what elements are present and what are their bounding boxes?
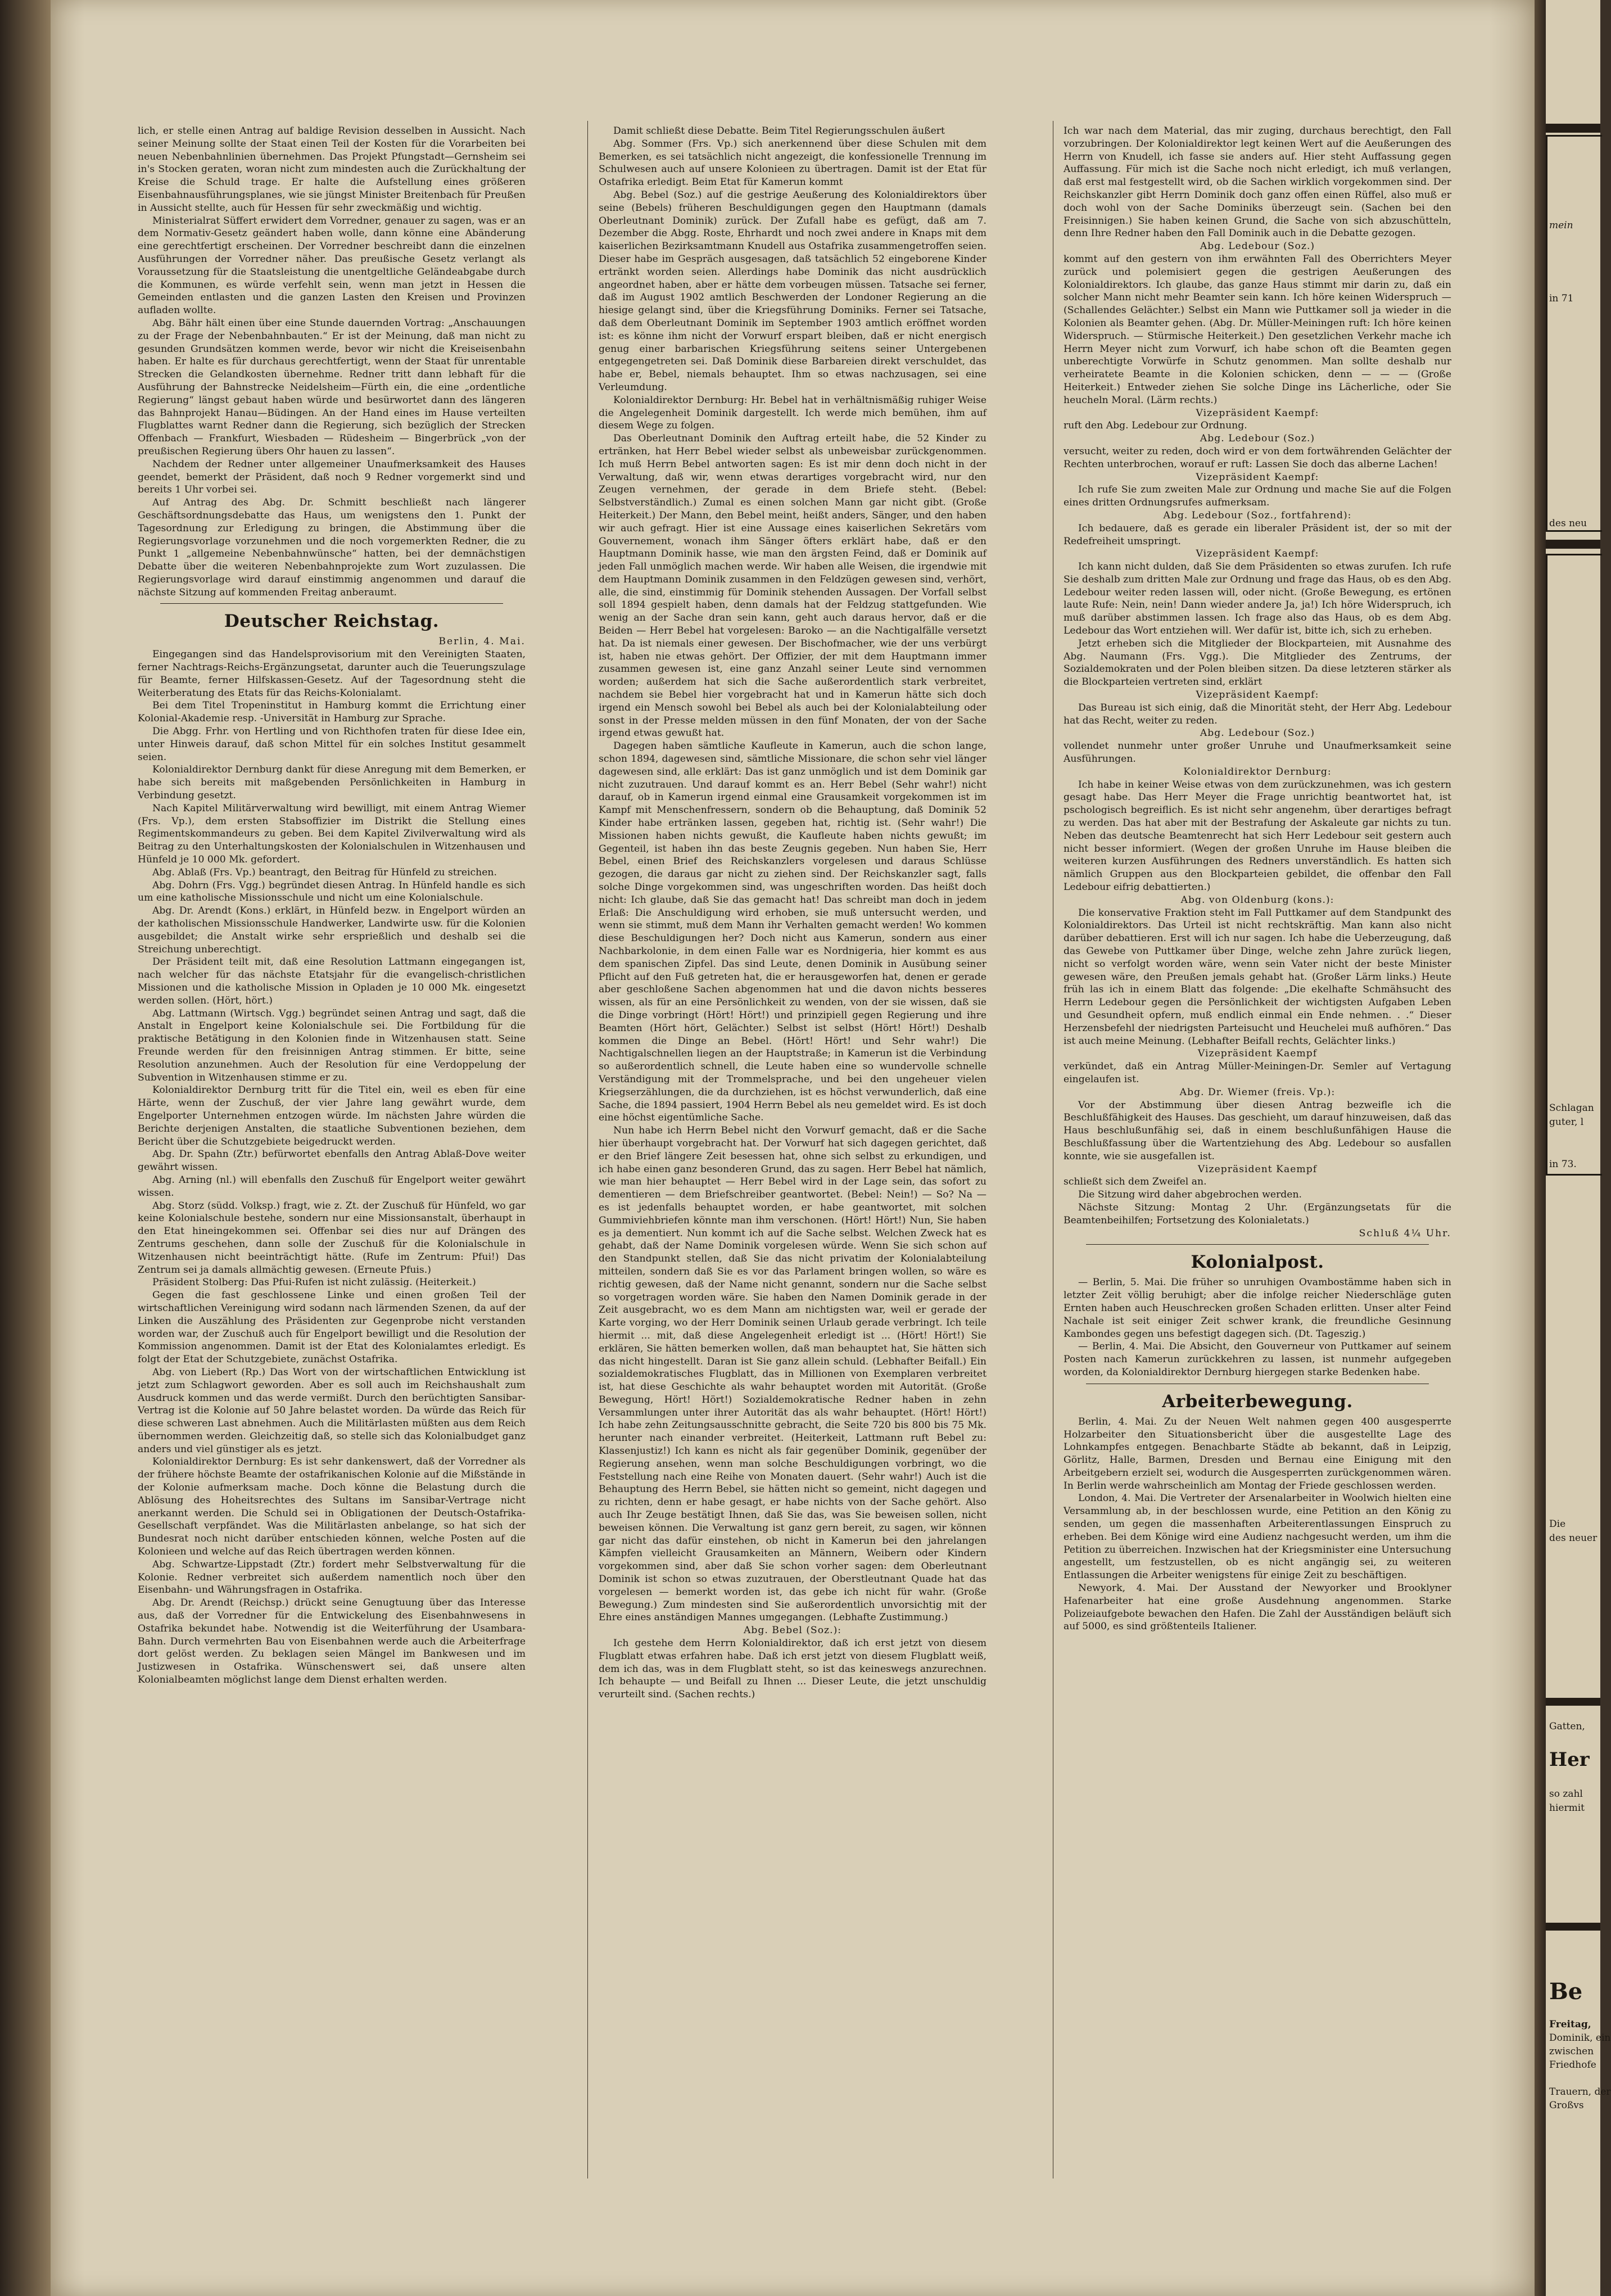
section-divider (160, 603, 503, 604)
facing-page-text: Gatten, (1549, 1721, 1585, 1732)
notice-box (1546, 135, 1602, 532)
col3-paragraph: Ich habe in keiner Weise etwas von dem zurückzunehmen, was ich gestern gesagt habe. Das Herr Meyer die Frage unrichtig beantwortet hat, ist pschologisch begreiflich. Es ist nicht sehr angenehm, über derartiges befragt zu werden. Das hat aber mit der Bestrafung der Askaleute gar nichts zu tun. Neben das deutsche Beamtenrecht hat sich Herr Ledebour seit gestern auch nicht besser informiert. (Wegen der großen Unruhe im Hause bleiben die weiteren kurzen Ausführungen des Redners unverständlich. Es hatten sich nämlich Gruppen aus den Blockparteien gebildet, die offenbar den Fall Ledebour eifrig debattierten.) (1064, 779, 1451, 893)
facing-page-text: Be (1549, 1978, 1583, 2005)
col2-paragraph: Nun habe ich Herrn Bebel nicht den Vorwurf gemacht, daß er die Sache hier überhaupt vorgebracht hat. Der Vorwurf hat sich dagegen gerichtet, daß er den Brief längere Zeit besessen hat, ohne sich selbst zu erkundigen, und ich habe einen ganz besonderen Grund, das zu sagen. Herr Bebel hat nämlich, wie man hier behauptet — Herr Bebel wird in der Lage sein, das sofort zu dementieren — dem Briefschreiber geantwortet. (Bebel: Nein!) — So? Na — es ist jedenfalls behauptet worden, er habe geantwortet, mit solchen Gummiviehbriefen könnte man ihm verschonen. (Hört! Hört!) Nun, Sie haben es ja dementiert. Nun kommt ich auf die Sache selbst. Welchen Zweck hat es gehabt, daß der Name Dominik vorgelesen würde. Wenn Sie sich schon auf den Standpunkt stellen, daß Sie das nicht privatim der Kolonialabteilung mitteilen, sondern daß Sie es vor das Parlament bringen wollen, so wäre es richtig gewesen, daß der Name nicht genannt, sondern nur die Sache selbst so vorgetragen worden wäre. Sie haben den Namen Dominik gerade in der Zeit ausgebracht, wo es dem Mann am nichtigsten war, weil er gerade der Karte vorging, wo der Herr Dominik seinen Urlaub gerade verbringt. Ich teile hiermit ... mit, daß diese Angelegenheit erledigt ist ... (Hört! Hört!) Sie erklären, Sie hätten bemerken wollen, daß man behauptet hat, Sie hätten sich das nicht hingestellt. Daran ist Sie ganz allein schuld. (Lebhafter Beifall.) Ein sozialdemokratisches Flugblatt, das in Millionen von Exemplaren verbreitet ist, hat diese Geschichte als wahr behauptet worden mit Autorität. (Große Bewegung, Hört! Hört!) Sozialdemokratische Redner haben in zehn Versammlungen unter ihrer Autorität das als wahr behauptet. (Hört! Hört!) Ich habe zehn Zeitungsausschnitte gebracht, die Seite 720 bis 800 bis 75 Mk. herunter nach einander verbreitet. (Heiterkeit, Lattmann ruft Bebel zu: Klassenjustiz!) Ich kann es nicht als fair gegenüber Dominik, gegenüber der Regierung ansehen, wenn man solche Beschuldigungen vorbringt, wo die Feststellung nach eine Reihe von Monaten dauert. (Sehr wahr!) Auch ist die Behauptung des Herrn Bebel, sie hätten nicht so gemeint, nicht dagegen und zu richten, denn er habe gesagt, er habe nichts von der Sache gehört. Also auch Ihr Zeuge bestätigt Ihnen, daß Sie das, was Sie beweisen sollen, nicht beweisen können. Die Verwaltung ist ganz gern bereit, zu sagen, wir können gar nicht das dafür einstehen, ob nicht in Kamerun bei den jahrelangen Kämpfen vielleicht Grausamkeiten an Männern, Weibern oder Kindern vorgekommen sind, aber daß Sie schon vorher sagen: dem Oberleutnant Dominik ist schon so etwas zuzutrauen, der Oberstleutnant Quade hat das vorgelesen — bemerkt worden ist, das gebe ich nicht für wahr. (Große Bewegung.) Zum mindesten sind Sie außerordentlich unvorsichtig mit der Ehre eines anständigen Mannes umgegangen. (Lebhafte Zustimmung.) (599, 1125, 986, 1624)
col1-paragraph: Abg. Schwartze-Lippstadt (Ztr.) fordert mehr Selbstverwaltung für die Kolonie. Redner verbreitet sich außerdem namentlich noch über den Eisenbahn- und Währungsfragen in Ostafrika. (138, 1558, 526, 1596)
col1-paragraph: Kolonialdirektor Dernburg dankt für diese Anregung mit dem Bemerken, er habe sich bereits mit maßgebenden Persönlichkeiten in Hamburg in Verbindung gesetzt. (138, 764, 526, 802)
col1-paragraph: lich, er stelle einen Antrag auf baldige Revision desselben in Aussicht. Nach seiner Meinung sollte der Staat einen Teil der Kosten für die Vorarbeiten bei neuen Nebenbahnlinien übernehmen. Das Projekt Pfungstadt—Gernsheim sei in's Stocken geraten, woran nicht zum mindesten auch die Zurückhaltung der Kreise die Schuld trage. Er halte die Aufstellung eines größeren Eisenbahnausführungsplanes, wie sie jüngst Minister Breitenbach für Preußen in Aussicht stellte, auch für Hessen für sehr zweckmäßig und wichtig. (138, 125, 526, 214)
col3-paragraph: schließt sich dem Zweifel an. (1064, 1176, 1207, 1188)
section-heading-reichstag: Deutscher Reichstag. (224, 611, 440, 632)
col3-paragraph: Vor der Abstimmung über diesen Antrag bezweifle ich die Beschlußfähigkeit des Hauses. Das geschieht, um darauf hinzuweisen, daß das Haus beschlußunfähig sei, daß in einem beschlußunfähigen Hause die Beschlußfassung über die Wartentziehung des Abg. Ledebour so ausfallen konnte, wie sie ausgefallen ist. (1064, 1099, 1451, 1162)
col3-paragraph: London, 4. Mai. Die Vertreter der Arsenalarbeiter in Woolwich hielten eine Versammlung ab, in der beschlossen wurde, eine Petition an den König zu senden, um gegen die massenhaften Arbeiterentlassungen Einspruch zu erheben. Bei dem Könige wird eine Audienz nachgesucht werden, um ihm die Petition zu überreichen. Inzwischen hat der Kriegsminister eine Untersuchung angestellt, um festzustellen, ob es nicht angängig sei, zu weiteren Entlassungen die Arbeiter wenigstens für einige Zeit zu beschäftigen. (1064, 1493, 1451, 1581)
col3-paragraph: Ich war nach dem Material, das mir zuging, durchaus berechtigt, den Fall vorzubringen. Der Kolonialdirektor legt keinen Wert auf die Aeußerungen des Herrn von Knudell, ich fasse sie anders auf. Hier steht Auffassung gegen Auffassung. Für mich ist die Sache noch nicht erledigt, ich muß verlangen, daß erst mal festgestellt wird, ob die Sachen wirklich vorgekommen sind. Der Reichskanzler gibt Herrn Dominik doch ganz offen einen Rüffel, also muß er doch wohl von der Sache Dominiks überzeugt sein. (Sachen bei den Freisinnigen.) Sie haben keinen Grund, die Sache von sich abzuschütteln, denn Ihre Redner haben den Fall Dominik auch in die Debatte gezogen. (1064, 125, 1451, 239)
col3-paragraph: Die konservative Fraktion steht im Fall Puttkamer auf dem Standpunkt des Kolonialdirektors. Das Urteil ist nicht rechtskräftig. Man kann also nicht darüber debattieren. Erst will ich nur sagen. Ich habe die Ueberzeugung, daß das Gewebe von Puttkamer über Dinge, welche zehn Jahre zurück liegen, nicht so verfolgt worden wäre, wenn sein Vater nicht der beste Minister gewesen wäre, den Preußen jemals gehabt hat. (Großer Lärm links.) Heute früh las ich in einem Blatt das folgende: „Die ekelhafte Schmähsucht des Herrn Ledebour gegen die Persönlichkeit der wichtigsten Aufgaben Leben und Gesundheit opfern, muß endlich einmal ein Ende nehmen. . .“ Dieser Herzensbefehl der niedrigsten Parteisucht und Heuchelei muß aufhören.“ Das ist auch meine Meinung. (Lebhafter Beifall rechts, Gelächter links.) (1064, 907, 1451, 1047)
facing-page-text: Die (1549, 1518, 1566, 1530)
col3-paragraph: Nächste Sitzung: Montag 2 Uhr. (Ergänzungsetats für die Beamtenbeihilfen; Fortsetzung des Kolonialetats.) (1064, 1201, 1451, 1226)
facing-page-text: hiermit (1549, 1802, 1585, 1814)
facing-page-text: des neuer (1549, 1533, 1598, 1544)
speaker-line: Vizepräsident Kaempf: (1196, 471, 1319, 483)
speaker-line: Abg. Ledebour (Soz., fortfahrend): (1163, 509, 1352, 521)
facing-page-text: in 71 (1549, 293, 1574, 304)
col1-paragraph: Ministerialrat Süffert erwidert dem Vorredner, genauer zu sagen, was er an dem Normativ-Gesetz geändert haben wolle, dann könne eine Abänderung eine gerechtfertigt erscheinen. Der Vorredner beschreibt dann die einzelnen Ausführungen der Vorredner näher. Das preußische Gesetz verlangt als Voraussetzung für die Staatsleistung die unentgeltliche Geländeabgabe durch die Kommunen, es würde verfehlt sein, wenn man jetzt in Hessen die Gemeinden entlasten und die ganzen Lasten den Kreisen und Provinzen aufladen wollte. (138, 215, 526, 317)
notice-border (1546, 540, 1600, 549)
col1-paragraph: Die Abgg. Frhr. von Hertling und von Richthofen traten für diese Idee ein, unter Hinweis darauf, daß schon Mittel für ein solches Institut gesammelt seien. (138, 726, 526, 763)
speaker-line: Abg. Dr. Wiemer (freis. Vp.): (1179, 1086, 1336, 1098)
col2-paragraph: Kolonialdirektor Dernburg: Hr. Bebel hat in verhältnismäßig ruhiger Weise die Angelegenheit Dominik dargestellt. Ich werde mich bemühen, ihm auf diesem Wege zu folgen. (599, 394, 986, 432)
col1-paragraph: Abg. Bähr hält einen über eine Stunde dauernden Vortrag: „Anschauungen zu der Frage der Nebenbahnbauten.“ Er ist der Meinung, daß man nicht zu gesunden Grundsätzen kommen werde, bevor wir nicht die Kreiseisenbahn haben. Er halte es für durchaus gerechtfertigt, wenn der Staat für unrentable Strecken die Gelandkosten übernehme. Redner tritt dann lebhaft für die Ausführung der Bahnstrecke Neidelsheim—Fürth ein, die eine „ordentliche Regierung“ längst gebaut haben würde und besürwortet dann des längeren das Bahnprojekt Hanau—Büdingen. An der Hand eines im Hause verteilten Flugblattes warnt Redner dann die Regierung, sich bezüglich der Strecken Offenbach — Frankfurt, Wiesbaden — Rüdesheim — Bingerbrück „von der preußischen Regierung übers Ohr hauen zu lassen“. (138, 317, 526, 457)
col1-paragraph: Kolonialdirektor Dernburg tritt für die Titel ein, weil es eben für eine Härte, wenn der Zuschuß, der vier Jahre lang gewährt wurde, dem Engelporter Unternehmen entzogen würde. Im nächsten Jahre würden die Berichte derjenigen Anstalten, die staatliche Subventionen beziehen, dem Bericht über die Schutzgebiete beigedruckt werden. (138, 1084, 526, 1147)
speaker-line: Abg. Bebel (Soz.): (743, 1625, 842, 1637)
col3-paragraph: Jetzt erheben sich die Mitglieder der Blockparteien, mit Ausnahme des Abg. Naumann (Frs. Vgg.). Die Mitglieder des Zentrums, der Sozialdemokraten und der Polen bleiben sitzen. Da diese letzteren stärker als die Blockparteien vertreten sind, erklärt (1064, 638, 1451, 688)
section-divider (1086, 1244, 1429, 1245)
facing-page-text: in 73. (1549, 1159, 1577, 1170)
col1-paragraph: Abg. Dohrn (Frs. Vgg.) begründet diesen Antrag. In Hünfeld handle es sich um eine katholische Missionsschule und nicht um eine Kolonialschule. (138, 879, 526, 904)
speaker-line: Vizepräsident Kaempf: (1196, 689, 1319, 701)
facing-page-text: mein (1549, 220, 1573, 231)
col1-paragraph: Nach Kapitel Militärverwaltung wird bewilligt, mit einem Antrag Wiemer (Frs. Vp.), dem ersten Stabsoffizier im Distrikt die Stellung eines Regimentskommandeurs zu geben. Bei dem Kapitel Zivilverwaltung wird als Beitrag zu den Unterhaltungskosten der Kolonialschulen in Witzenhausen und Hünfeld je 10 000 Mk. gefordert. (138, 802, 526, 866)
speaker-line: Vizepräsident Kaempf (1197, 1163, 1318, 1175)
col3-paragraph: — Berlin, 5. Mai. Die früher so unruhigen Ovambostämme haben sich in letzter Zeit völlig beruhigt; aber die infolge reicher Niederschläge guten Ernten haben auch Heuschrecken großen Schaden erlitten. Unser alter Feind Nachale ist seit einiger Zeit schwer krank, die freundliche Gesinnung Kambondes gegen uns befestigt dagegen sich. (Dt. Tageszig.) (1064, 1277, 1451, 1340)
col1-paragraph: Abg. Ablaß (Frs. Vp.) beantragt, den Beitrag für Hünfeld zu streichen. (152, 866, 497, 878)
col3-paragraph: Berlin, 4. Mai. Zu der Neuen Welt nahmen gegen 400 ausgesperrte Holzarbeiter den Situationsbericht über die ausgestellte Lage des Lohnkampfes entgegen. Benachbarte Städte ab bekannt, daß in Leipzig, Görlitz, Halle, Barmen, Dresden und Bernau eine Einigung mit den Arbeitgebern erzielt sei, wodurch die Ausgesperrten zurückgenommen wären. In Berlin werde wahrscheinlich am Montag der Friede geschlossen werden. (1064, 1416, 1451, 1492)
speaker-line: Abg. Ledebour (Soz.) (1200, 433, 1315, 445)
facing-page-text: so zahl (1549, 1788, 1583, 1800)
col2-paragraph: Abg. Sommer (Frs. Vp.) sich anerkennend über diese Schulen mit dem Bemerken, es sei tatsächlich nicht angezeigt, die konfessionelle Trennung im Schulwesen auch auf unsere Kolonieen zu übertragen. Damit ist der Etat für Ostafrika erledigt. Beim Etat für Kamerun kommt (599, 138, 986, 188)
col3-paragraph: Die Sitzung wird daher abgebrochen werden. (1078, 1189, 1302, 1201)
facing-page-text: Dominik, ein (1549, 2032, 1611, 2044)
col3-paragraph: Das Bureau ist sich einig, daß die Minorität steht, der Herr Abg. Ledebour hat das Recht, weiter zu reden. (1064, 702, 1451, 726)
col1-paragraph: Abg. Lattmann (Wirtsch. Vgg.) begründet seinen Antrag und sagt, daß die Anstalt in Engelport keine Kolonialschule sei. Die Fortbildung für die praktische Betätigung in den Kolonien finde in Witzenhausen statt. Seine Freunde werden für den freisinnigen Antrag stimmen. Er bitte, seine Resolution anzunehmen. Auch der Resolution für eine Verdoppelung der Subvention in Witzenhausen stimme er zu. (138, 1007, 526, 1083)
col3-paragraph: Ich kann nicht dulden, daß Sie dem Präsidenten so etwas zurufen. Ich rufe Sie deshalb zum dritten Male zur Ordnung und frage das Haus, ob es den Abg. Ledebour weiter reden lassen will, oder nicht. (Große Bewegung, es ertönen laute Rufe: Nein, nein! Dann wieder andere Ja, ja!) Ich höre Widerspruch, ich muß darüber abstimmen lassen. Ich frage also das Haus, ob es dem Abg. Ledebour das Wort entziehen will. Wer dafür ist, bitte ich, sich zu erheben. (1064, 561, 1451, 637)
col2-paragraph: Dagegen haben sämtliche Kaufleute in Kamerun, auch die schon lange, schon 1894, dagewesen sind, sämtliche Missionare, die schon sehr viel länger dagewesen sind, alle erklärt: Das ist ganz unmöglich und ist dem Dominik gar nicht zuzutrauen. Und darauf kommt es an. Herr Bebel (Sehr wahr!) nicht darauf, ob in Kamerun irgend einmal eine Grausamkeit vorgekommen ist im Kampf mit Menschenfressern, sondern ob die Behauptung, daß Dominik 52 Kinder habe ertränken lassen, gegeben hat, richtig ist. (Sehr wahr!) Die Missionen haben nichts gewußt, die Kaufleute haben nichts gewußt; im Gegenteil, ist haben ihn das beste Zeugnis gegeben. Nun haben Sie, Herr Bebel, einen Brief des Reichskanzlers vorgelesen und daraus Schlüsse gezogen, die daraus gar nicht zu ziehen sind. Der Reichskanzler sagt, falls solche Dinge vorgekommen sind, was ungeschriften worden. Das heißt doch nicht: Ich glaube, daß Sie das gemacht hat! Das schreibt man doch in jedem Erlaß: Die Anschuldigung wird erhoben, sie muß untersucht werden, und wenn sie stimmt, muß dem Mann ihr Verhalten gemacht werden! Wo kommen diese Beschuldigungen her? Doch nicht aus Kamerun, sondern aus einer Nachbarkolonie, in dem einen Falle war es Nordnigeria, hier kommt es aus dem spanischen Zipfel. Das sind Leute, denen Dominik in Ausübung seiner Pflicht auf den Fuß getreten hat, die er herausgeworfen hat, denen er gerade aber geschloßene Sachen abgenommen hat und die davon nichts besseres wissen, als für an eine Persönlichkeit zu wenden, von der sie wissen, daß sie die Dinge vorbringt (Hört! Hört!) und prinzipiell gegen Regierung und ihre Beamten (Hört hört, Gelächter.) Selbst ist selbst (Hört! Hört!) Deshalb kommen die Dinge an Bebel. (Hört! Hört! und Sehr wahr!) Die Nachtigalschnellen liegen an der Hauptstraße; in Kamerun ist die Verbindung so außerordentlich schnell, die Leute haben eine so wundervolle schnelle Verständigung mit der Trommelsprache, und bei den ungeheuer vielen Kriegserzählungen, die da durchziehen, ist es höchst verwunderlich, daß eine Sache, die 1894 passiert, 1904 Herrn Bebel als neu gemeldet wird. Es ist doch eine höchst eigentümliche Sache. (599, 740, 986, 1124)
facing-page-text: Freitag, (1549, 2019, 1591, 2030)
facing-page-text: Großvs (1549, 2100, 1584, 2111)
facing-page-text: zwischen (1549, 2046, 1594, 2057)
col1-paragraph: Nachdem der Redner unter allgemeiner Unaufmerksamkeit des Hauses geendet, bemerkt der Präsident, daß noch 9 Redner vorgemerkt sind und bereits 1 Uhr vorbei sei. (138, 458, 526, 496)
col1-paragraph: Abg. Dr. Arendt (Kons.) erklärt, in Hünfeld bezw. in Engelport würden an der katholischen Missionsschule Handwerker, Landwirte usw. für die Kolonien ausgebildet; die Anstalt wirke sehr ersprießlich und deshalb sei die Streichung unberechtigt. (138, 905, 526, 955)
col1-paragraph: Eingegangen sind das Handelsprovisorium mit den Vereinigten Staaten, ferner Nachtrags-Reichs-Ergänzungsetat, darunter auch die Teuerungszulage für Beamte, ferner Hilfskassen-Gesetz. Auf der Tagesordnung steht die Weiterberatung des Etats für das Reichs-Kolonialamt. (138, 649, 526, 699)
notice-box (1546, 554, 1602, 1176)
dateline: Berlin, 4. Mai. (438, 636, 526, 648)
column-2 (599, 125, 986, 1701)
speaker-line: Vizepräsident Kaempf: (1196, 548, 1319, 560)
col1-paragraph: Abg. Dr. Arendt (Reichsp.) drückt seine Genugtuung über das Interesse aus, daß der Vorredner für die Entwickelung des Eisenbahnwesens in Ostafrika bekundet habe. Notwendig ist die Weiterführung der Usambara-Bahn. Durch vermehrten Bau von Eisenbahnen werde auch die Arbeiterfrage dort gelöst werden. Zu beklagen seien Mängel im Bankwesen und im Justizwesen in Ostafrika. Wünschenswert sei, daß unsere alten Kolonialbeamten möglichst lange dem Dienst erhalten werden. (138, 1597, 526, 1686)
col2-paragraph: Abg. Bebel (Soz.) auf die gestrige Aeußerung des Kolonialdirektors über seine (Bebels) früheren Beschuldigungen gegen den Hauptmann (damals Oberleutnant Dominik) zurück. Der Zufall habe es gefügt, daß am 7. Dezember die Abgg. Roste, Ehrhardt und noch zwei andere in Knaps mit dem kaiserlichen Bezirksamtmann Knudell aus Ostafrika zusammengetroffen seien. Dieser habe im Gespräch ausgesagen, daß tatsächlich 52 eingeborene Kinder ertränkt worden seien. Allerdings habe Dominik das nicht ausdrücklich angeordnet haben, aber er hätte dem vorbeugen müssen. Tatsache sei ferner, daß im August 1902 amtlich Beschwerden der Londoner Regierung an die hiesige gelangt sind, über die Kriegsführung Dominiks. Ferner sei Tatsache, daß dem Oberleutnant Dominik im September 1903 amtlich eröffnet worden ist: es könne ihm nicht der Vorwurf erspart bleiben, daß er nicht energisch genug einer barbarischen Kriegsführung seitens seiner Untergebenen entgegengetreten sei. Daß Dominik diese Barbareien direkt verschuldet, das habe er, Bebel, niemals behauptet. Ihm so etwas nachzusagen, sei eine Verleumdung. (599, 189, 986, 393)
col1-paragraph: Abg. Arning (nl.) will ebenfalls den Zuschuß für Engelport weiter gewährt wissen. (138, 1174, 526, 1199)
col3-paragraph: kommt auf den gestern von ihm erwähnten Fall des Oberrichters Meyer zurück und polemisiert gegen die gestrigen Aeußerungen des Kolonialdirektors. Ich glaube, das ganze Haus stimmt mir darin zu, daß ein solcher Mann nicht mehr Beamter sein kann. Ich höre keinen Widerspruch — (Schallendes Gelächter.) Selbst ein Mann wie Puttkamer soll ja wieder in die Kolonien als Beamter gehen. (Abg. Dr. Müller-Meiningen ruft: Ich höre keinen Widerspruch. — Stürmische Heiterkeit.) Den gesetzlichen Verkehr mache ich Herrn Meyer nicht zum Vorwurf, ich habe schon oft die Beamten gegen unberechtigte Vorwürfe in Schutz genommen. Man sollte deshalb nur verheiratete Beamte in die Kolonien schicken, denn — — — (Große Heiterkeit.) Entweder ziehen Sie solche Dinge ins Lächerliche, oder Sie heucheln Moral. (Lärm rechts.) (1064, 253, 1451, 406)
facing-page-fragment (1546, 0, 1611, 2296)
section-heading-arbeiterbewegung: Arbeiterbewegung. (1162, 1391, 1353, 1412)
page-gutter (1535, 0, 1546, 2296)
speaker-line: Kolonialdirektor Dernburg: (1183, 766, 1332, 778)
col3-paragraph: — Berlin, 4. Mai. Die Absicht, den Gouverneur von Puttkamer auf seinem Posten nach Kamerun zurückkehren zu lassen, ist nunmehr aufgegeben worden, da Kolonialdirektor Dernburg hiergegen starke Bedenken habe. (1064, 1341, 1451, 1378)
col2-paragraph: Das Oberleutnant Dominik den Auftrag erteilt habe, die 52 Kinder zu ertränken, hat Herr Bebel wieder selbst als unbeweisbar zurückgenommen. Ich muß Herrn Bebel antworten sagen: Es ist mir denn doch nicht in der Verwaltung, daß wir, wenn etwas derartiges vorgebracht wird, nur den Zeugen vernehmen, der gerade in dem Briefe steht. (Bebel: Selbstverständlich.) Zumal es einen solchen Mann gar nicht gibt. (Große Heiterkeit.) Der Mann, den Bebel meint, heißt anders, Sänger, und den haben wir auch gefragt. Hier ist eine Aussage eines kaiserlichen Sekretärs vom Gouvernement, wonach ihm Sänger öfters erklärt habe, daß er den Hauptmann Dominik hasse, wie man den ärgsten Feind, daß er Dominik auf jeden Fall unmöglich machen werde. Wir haben alle Weisen, die irgendwie mit dem Hauptmann Dominik zusammen in den Feldzügen gewesen sind, verhört, alle, die sind, einstimmig für Dominik stehenden Aussagen. Der Vorfall selbst soll 1894 gespielt haben, denn damals hat der Feldzug stattgefunden. Wie wenig an der Sache dran sein kann, geht auch daraus hervor, daß er die Beiden — Herr Bebel hat vorgelesen: Baroko — an die Nachtigalfälle versetzt hat. Da ist niemals einer gewesen. Der Bischofmacher, wie der uns verbürgt ist, haben nie etwas gehört. Der Offizier, der mit dem Hauptmann immer zusammen gewesen ist, eine ganz Anzahl seiner Leute sind vernommen worden; außerdem hat sich die Sache außerordentlich stark verbreitet, nachdem sie Bebel hier vorgebracht hat und in Kamerun hätte sich doch irgend ein Mensch sowohl bei Bebel als auch bei der Kolonialabteilung oder sonst in der Presse melden müssen in den fünf Monaten, der von der Sache irgend etwas gewußt hat. (599, 433, 986, 739)
col1-paragraph: Bei dem Titel Tropeninstitut in Hamburg kommt die Errichtung einer Kolonial-Akademie resp. -Universität in Hamburg zur Sprache. (138, 700, 526, 725)
column-rule-1 (587, 121, 588, 2179)
speaker-line: Vizepräsident Kaempf (1197, 1048, 1318, 1060)
col1-paragraph: Kolonialdirektor Dernburg: Es ist sehr dankenswert, daß der Vorredner als der frühere höchste Beamte der ostafrikanischen Kolonie auf die Mißstände in der Kolonie aufmerksam mache. Doch könne die Belastung durch die Ablösung des Hoheitsrechtes des Sultans im Sansibar-Vertrage nicht anerkannt werden. Die Schuld sei in Obligationen der Deutsch-Ostafrika-Gesellschaft verpfändet. Was die Militärlasten anbelange, so hat sich der Bundesrat noch nicht darüber entschieden können, welche Posten auf die Kolonieen und welche auf das Reich übertragen werden können. (138, 1456, 526, 1558)
notice-border (1546, 124, 1600, 133)
col1-paragraph: Präsident Stolberg: Das Pfui-Rufen ist nicht zulässig. (Heiterkeit.) (152, 1277, 476, 1289)
col3-paragraph: Ich bedauere, daß es gerade ein liberaler Präsident ist, der so mit der Redefreiheit umspringt. (1064, 522, 1451, 547)
notice-border (1546, 1698, 1600, 1706)
section-heading-kolonialpost: Kolonialpost. (1191, 1252, 1324, 1273)
notice-border (1546, 1923, 1600, 1931)
col3-paragraph: verkündet, daß ein Antrag Müller-Meiningen-Dr. Semler auf Vertagung eingelaufen ist. (1064, 1061, 1451, 1085)
col1-paragraph: Abg. von Liebert (Rp.) Das Wort von der wirtschaftlichen Entwicklung ist jetzt zum Schlagwort geworden. Aber es soll auch im Reichshaushalt zum Ausdruck kommen und das werde vermißt. Durch den berüchtigten Sansibar-Vertrag ist die Kolonie auf 50 Jahre belastet worden. Da würde das Reich für diese schweren Last abnehmen. Auch die Militärlasten müßten aus dem Reich übernommen werden. Gleichzeitig daß, so stelle sich das Kolonialbudget ganz anders und viel günstiger als es jetzt. (138, 1366, 526, 1455)
facing-page-text: guter, l (1549, 1117, 1584, 1128)
col1-paragraph: Auf Antrag des Abg. Dr. Schmitt beschließt nach längerer Geschäftsordnungsdebatte das Haus, um wenigstens den 1. Punkt der Tagesordnung zur Erledigung zu bringen, die Abstimmung über die Regierungsvorlage vorzunehmen und die noch vorgemerkten Redner, die zu Punkt 1 „allgemeine Nebenbahnwünsche“ hatten, bei der demnächstigen Debatte über die weiteren Nebenbahnprojekte zum Wort zuzulassen. Die Regierungsvorlage wird darauf einstimmig angenommen und darauf die nächste Sitzung auf kommenden Freitag anberaumt. (138, 497, 526, 598)
facing-page-text: Trauern, der (1549, 2086, 1611, 2098)
speaker-line: Abg. Ledebour (Soz.) (1200, 241, 1315, 252)
facing-page-text: Schlagan (1549, 1102, 1594, 1114)
facing-page-text: des neu (1549, 518, 1587, 529)
facing-page-text: Friedhofe (1549, 2059, 1596, 2071)
col3-paragraph: vollendet nunmehr unter großer Unruhe und Unaufmerksamkeit seine Ausführungen. (1064, 740, 1451, 765)
col2-paragraph: Damit schließt diese Debatte. Beim Titel Regierungsschulen äußert (613, 125, 945, 137)
col1-paragraph: Gegen die fast geschlossene Linke und einen großen Teil der wirtschaftlichen Vereinigung wird sodann nach lärmenden Szenen, da auf der Linken die Auszählung des Präsidenten zur Gegenprobe nicht verstanden worden war, der Zuschuß auch für Engelport bewilligt und die Resolution der Kommission angenommen. Damit ist der Etat des Kolonialamtes erledigt. Es folgt der Etat der Schutzgebiete, zunächst Ostafrika. (138, 1290, 526, 1366)
col1-paragraph: Abg. Storz (südd. Volksp.) fragt, wie z. Zt. der Zuschuß für Hünfeld, wo gar keine Kolonialschule bestehe, sondern nur eine Missionsanstalt, überhaupt in den Etat hineingekommen sei. Offenbar sei dies nur auf Drängen des Zentrums geschehen, dann solle der Zuschuß für die Kolonialschule in Witzenhausen nicht beeinträchtigt hätte. (Rufe im Zentrum: Pfui!) Das Zentrum sei ja damals allmächtig gewesen. (Erneute Pfuis.) (138, 1200, 526, 1276)
col1-paragraph: Abg. Dr. Spahn (Ztr.) befürwortet ebenfalls den Antrag Ablaß-Dove weiter gewährt wissen. (138, 1149, 526, 1173)
speaker-line: Abg. von Oldenburg (kons.): (1180, 894, 1334, 906)
facing-page-text: Her (1549, 1748, 1590, 1771)
col3-paragraph: Ich rufe Sie zum zweiten Male zur Ordnung und mache Sie auf die Folgen eines dritten Ordnungsrufes aufmerksam. (1064, 484, 1451, 509)
col2-paragraph: Ich gestehe dem Herrn Kolonialdirektor, daß ich erst jetzt von diesem Flugblatt etwas erfahren habe. Daß ich erst jetzt von diesem Flugblatt weiß, dem ich das, was in dem Flugblatt steht, so ist das keineswegs anzurechnen. Ich behaupte — und Beifall zu Ihnen ... Dieser Leute, die jetzt unschuldig verurteilt sind. (Sachen rechts.) (599, 1638, 986, 1701)
column-3 (1064, 125, 1451, 1633)
closing-time: Schluß 4¼ Uhr. (1359, 1227, 1451, 1239)
col3-paragraph: versucht, weiter zu reden, doch wird er von dem fortwährenden Gelächter der Rechten unterbrochen, worauf er ruft: Lassen Sie doch das alberne Lachen! (1064, 445, 1451, 470)
col1-paragraph: Der Präsident teilt mit, daß eine Resolution Lattmann eingegangen ist, nach welcher für das nächste Etatsjahr für die evangelisch-christlichen Missionen und die katholische Mission in Opladen je 10 000 Mk. eingesetzt werden sollen. (Hört, hört.) (138, 956, 526, 1006)
speaker-line: Abg. Ledebour (Soz.) (1200, 727, 1315, 739)
column-1 (138, 125, 526, 1687)
speaker-line: Vizepräsident Kaempf: (1196, 407, 1319, 419)
col3-paragraph: Newyork, 4. Mai. Der Ausstand der Newyorker und Brooklyner Hafenarbeiter hat eine große Ausdehnung angenommen. Starke Polizeiaufgebote bewachen den Hafen. Die Zahl der Ausständigen beläuft sich auf 5000, es sind größtenteils Italiener. (1064, 1583, 1451, 1633)
col3-paragraph: ruft den Abg. Ledebour zur Ordnung. (1064, 420, 1247, 432)
